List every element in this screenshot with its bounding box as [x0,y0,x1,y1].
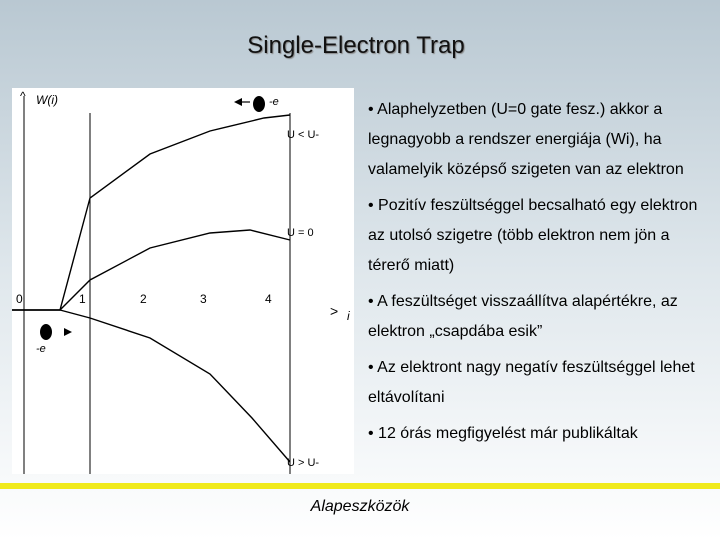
energy-diagram [12,88,354,474]
y-axis-arrow: ^ [20,89,26,103]
electron-label-top: -e [269,96,279,108]
curve-u-zero [60,230,290,310]
footer-label: Alapeszközök [310,498,410,515]
x-tick-label: 4 [265,292,272,306]
x-axis-label: i [347,309,350,323]
electron-arrowhead-top [234,98,242,106]
curve-u-greater [60,310,290,462]
electron-top-icon [253,96,265,112]
curve-label-u-zero: U = 0 [287,227,314,239]
bullet-item: • 12 órás megfigyelést már publikáltak [368,425,638,442]
accent-bar [0,483,720,489]
curve-label-u-less: U < U- [287,129,320,141]
y-axis-label: W(i) [36,93,58,107]
curve-label-u-greater: U > U- [287,457,320,469]
x-tick-label: 0 [16,292,23,306]
bullet-item: • A feszültséget visszaállítva alapértékre, az elektron „csapdába esik” [368,293,678,340]
electron-arrowhead-bottom [64,328,72,336]
electron-label-bottom: -e [36,343,46,355]
curve-u-less [12,115,290,310]
x-tick-label: 1 [79,292,86,306]
bullet-item: • Az elektront nagy negatív feszültséggel lehet eltávolítani [368,359,695,406]
bullet-item: • Pozitív feszültséggel becsalható egy elektron az utolsó szigetre (több elektron nem jön a térerő miatt) [368,197,698,274]
x-tick-label: 3 [200,292,207,306]
bullet-item: • Alaphelyzetben (U=0 gate fesz.) akkor a legnagyobb a rendszer energiája (Wi), ha valamelyik középső szigeten van az elektron [368,101,684,178]
x-axis-arrow: > [330,303,339,319]
x-tick-label: 2 [140,292,147,306]
bullet-list [368,95,713,455]
electron-bottom-icon [40,324,52,340]
energy-diagram-svg [12,88,354,474]
slide-title: Single-Electron Trap [247,32,465,59]
